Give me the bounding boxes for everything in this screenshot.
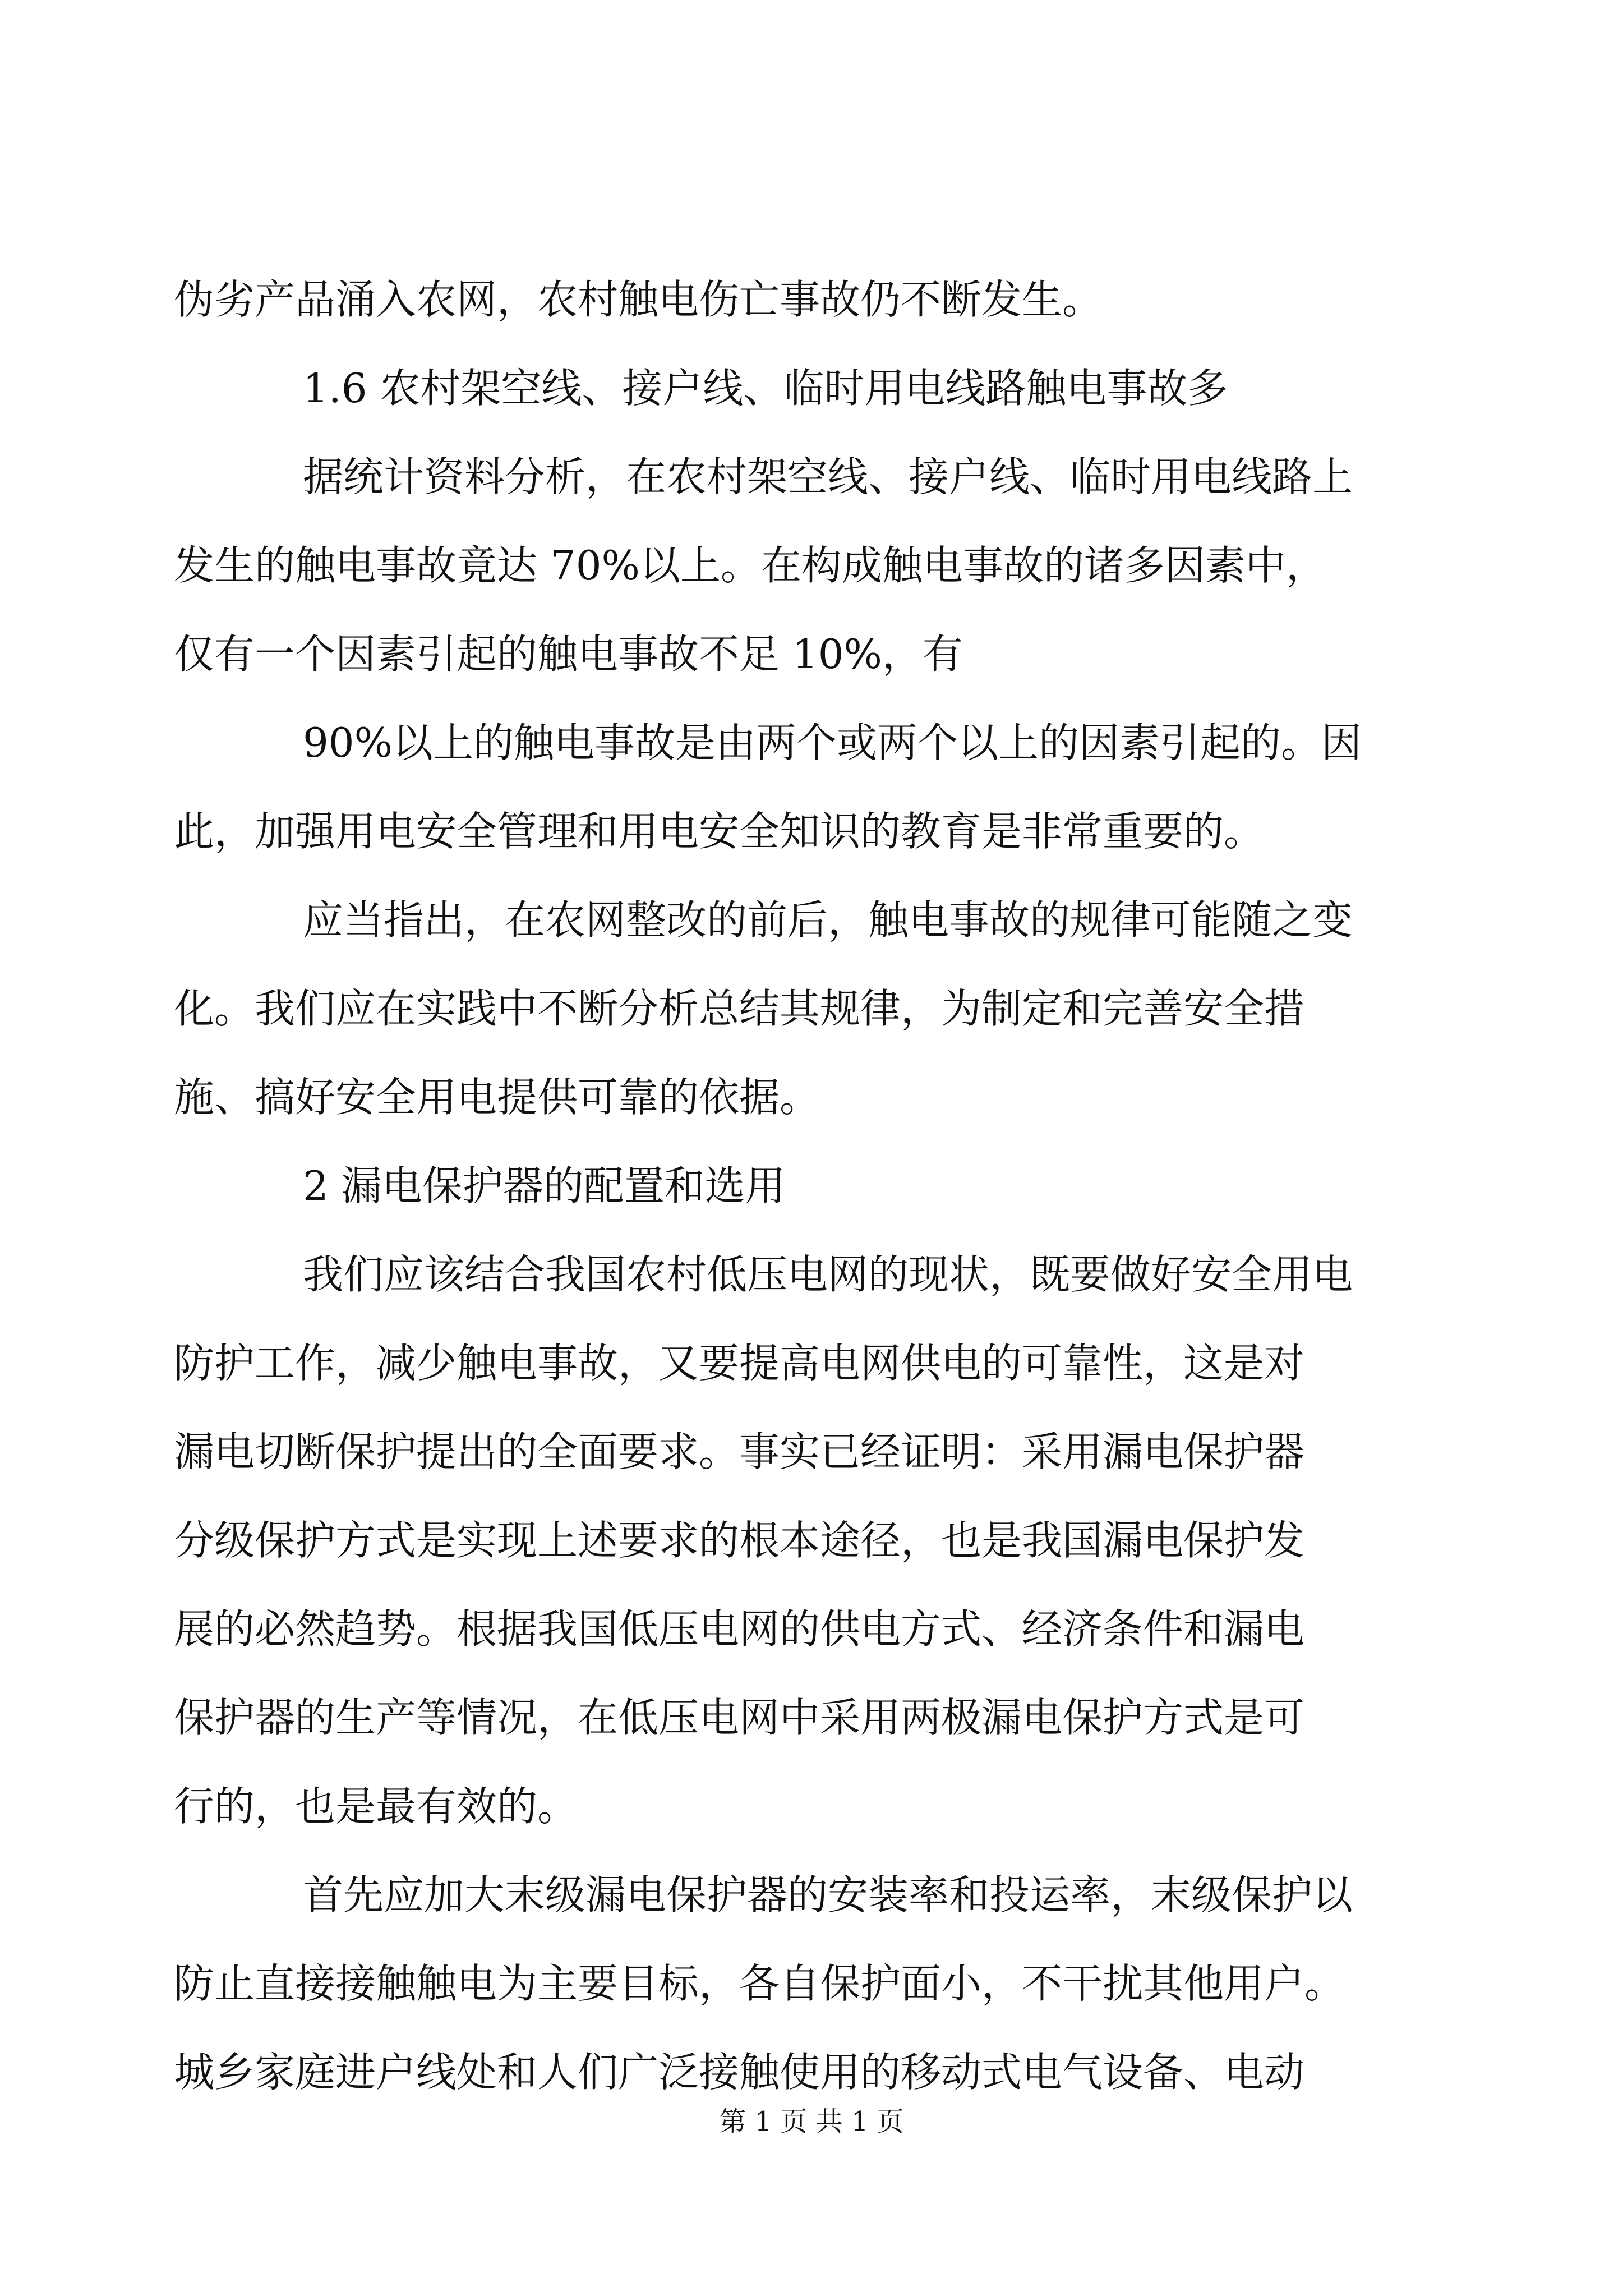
text-line-19: 首先应加大末级漏电保护器的安装率和投运率，末级保护以 (303, 1871, 1353, 1918)
text-line-20: 防止直接接触触电为主要目标，各自保护面小，不干扰其他用户。 (174, 1960, 1345, 2007)
page-footer: 第 1 页 共 1 页 (719, 2106, 904, 2137)
text-line-7: 此，加强用电安全管理和用电安全知识的教育是非常重要的。 (174, 808, 1265, 855)
text-line-18: 行的，也是最有效的。 (174, 1783, 578, 1830)
text-line-1: 伪劣产品涌入农网，农村触电伤亡事故仍不断发生。 (174, 276, 1103, 323)
text-line-10: 施、搞好安全用电提供可靠的依据。 (174, 1074, 820, 1121)
text-line-6: 90%以上的触电事故是由两个或两个以上的因素引起的。因 (303, 719, 1362, 766)
text-line-16: 展的必然趋势。根据我国低压电网的供电方式、经济条件和漏电 (174, 1605, 1305, 1653)
section-heading-2: 2 漏电保护器的配置和选用 (303, 1162, 786, 1209)
text-line-15: 分级保护方式是实现上述要求的根本途径，也是我国漏电保护发 (174, 1517, 1305, 1564)
text-line-14: 漏电切断保护提出的全面要求。事实已经证明：采用漏电保护器 (174, 1428, 1305, 1475)
section-heading-1-6: 1.6 农村架空线、接户线、临时用电线路触电事故多 (303, 365, 1228, 412)
text-line-21: 城乡家庭进户线处和人们广泛接触使用的移动式电气设备、电动 (174, 2049, 1305, 2096)
text-line-3: 据统计资料分析，在农村架空线、接户线、临时用电线路上 (303, 453, 1353, 500)
text-line-8: 应当指出，在农网整改的前后，触电事故的规律可能随之变 (303, 896, 1353, 944)
text-line-4: 发生的触电事故竟达 70%以上。在构成触电事故的诸多因素中， (174, 542, 1326, 589)
text-line-5: 仅有一个因素引起的触电事故不足 10%，有 (174, 631, 963, 678)
text-line-13: 防护工作，减少触电事故，又要提高电网供电的可靠性，这是对 (174, 1340, 1305, 1387)
text-line-9: 化。我们应在实践中不断分析总结其规律，为制定和完善安全措 (174, 985, 1305, 1032)
text-line-17: 保护器的生产等情况，在低压电网中采用两极漏电保护方式是可 (174, 1694, 1305, 1741)
text-line-12: 我们应该结合我国农村低压电网的现状，既要做好安全用电 (303, 1251, 1353, 1298)
